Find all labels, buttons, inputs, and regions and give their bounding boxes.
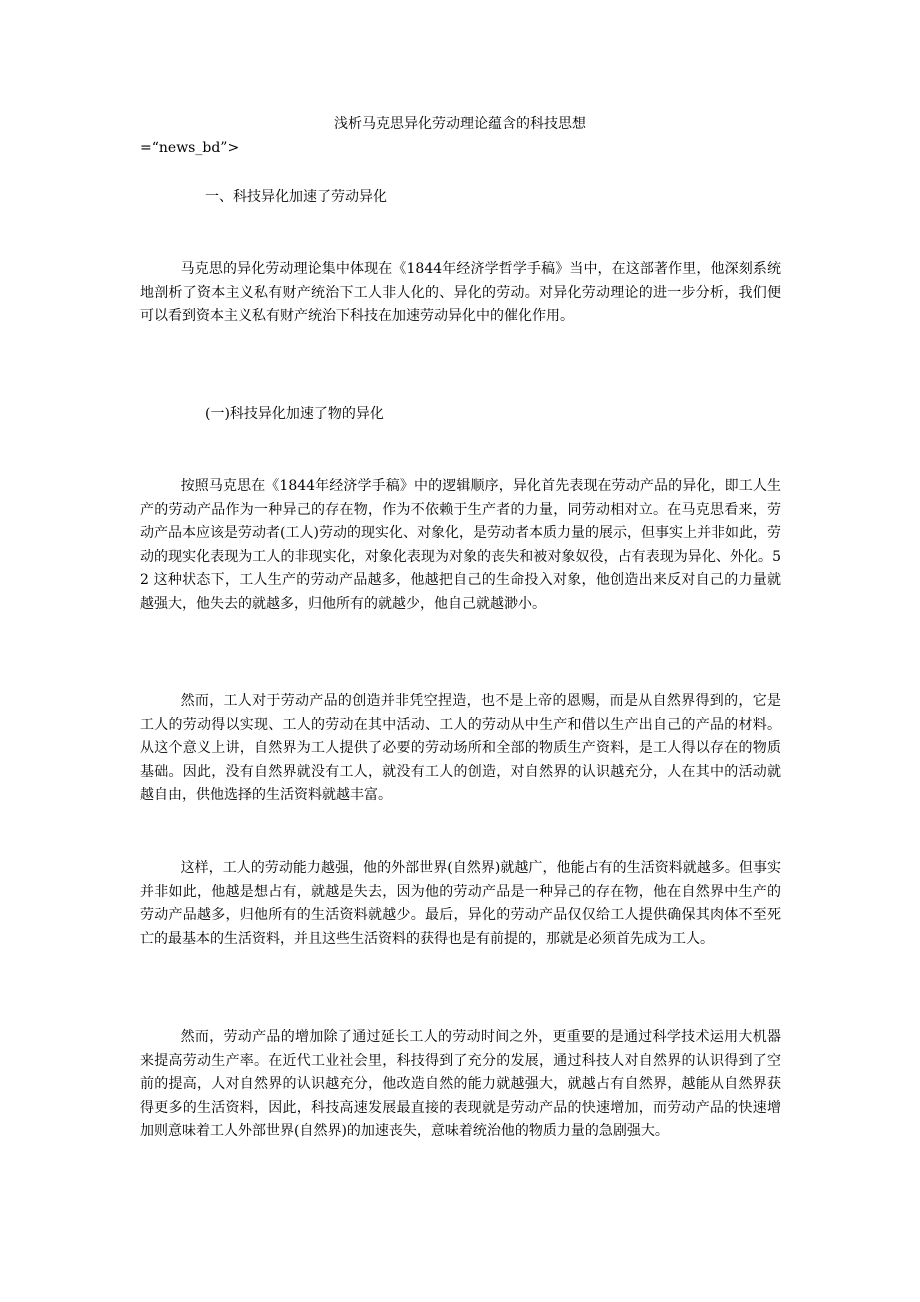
section-heading: 一、科技异化加速了劳动异化: [205, 189, 387, 205]
paragraph-3: 然而，工人对于劳动产品的创造并非凭空捏造，也不是上帝的恩赐，而是从自然界得到的，它是工人的劳动得以实现、工人的劳动在其中活动、工人的劳动从中生产和借以生产出自己的产品的材料。从这个意义上讲，自然界为工人提供了必要的劳动场所和全部的物质生产资料，是工人得以存在的物质基础。因此，没有自然界就没有工人，就没有工人的创造，对自然界的认识越充分，人在其中的活动就越自由，供他选择的生活资料就越丰富。: [140, 693, 781, 803]
subsection-heading: (一)科技异化加速了物的异化: [205, 406, 384, 422]
paragraph-5: 然而，劳动产品的增加除了通过延长工人的劳动时间之外，更重要的是通过科学技术运用大机器来提高劳动生产率。在近代工业社会里，科技得到了充分的发展，通过科技人对自然界的认识得到了空前的提高，人对自然界的认识越充分，他改造自然的能力就越强大，就越占有自然界，越能从自然界获得更多的生活资料，因此，科技高速发展最直接的表现就是劳动产品的快速增加，而劳动产品的快速增加则意味着工人外部世界(自然界)的加速丧失，意味着统治他的物质力量的急剧强大。: [140, 1029, 781, 1139]
paragraph-2: 按照马克思在《1844年经济学手稿》中的逻辑顺序，异化首先表现在劳动产品的异化，即工人生产的劳动产品作为一种异己的存在物，作为不依赖于生产者的力量，同劳动相对立。在马克思看来，劳动产品本应该是劳动者(工人)劳动的现实化、对象化，是劳动者本质力量的展示，但事实上并非如此，劳动的现实化表现为工人的非现实化，对象化表现为对象的丧失和被对象奴役，占有表现为异化、外化。52 这种状态下，工人生产的劳动产品越多，他越把自己的生命投入对象，他创造出来反对自己的力量就越强大，他失去的就越多，归他所有的就越少，他自己就越渺小。: [140, 478, 781, 612]
paragraph-1: 马克思的异化劳动理论集中体现在《1844年经济学哲学手稿》当中，在这部著作里，他深刻系统地剖析了资本主义私有财产统治下工人非人化的、异化的劳动。对异化劳动理论的进一步分析，我们便可以看到资本主义私有财产统治下科技在加速劳动异化中的催化作用。: [140, 261, 781, 324]
markup-artifact-text: =“news_bd”>: [140, 140, 240, 156]
document-title: 浅析马克思异化劳动理论蕴含的科技思想: [334, 116, 586, 132]
paragraph-4: 这样，工人的劳动能力越强，他的外部世界(自然界)就越广，他能占有的生活资料就越多。但事实并非如此，他越是想占有，就越是失去，因为他的劳动产品是一种异己的存在物，他在自然界中生产的劳动产品越多，归他所有的生活资料就越少。最后，异化的劳动产品仅仅给工人提供确保其肉体不至死亡的最基本的生活资料，并且这些生活资料的获得也是有前提的，那就是必须首先成为工人。: [140, 860, 781, 947]
